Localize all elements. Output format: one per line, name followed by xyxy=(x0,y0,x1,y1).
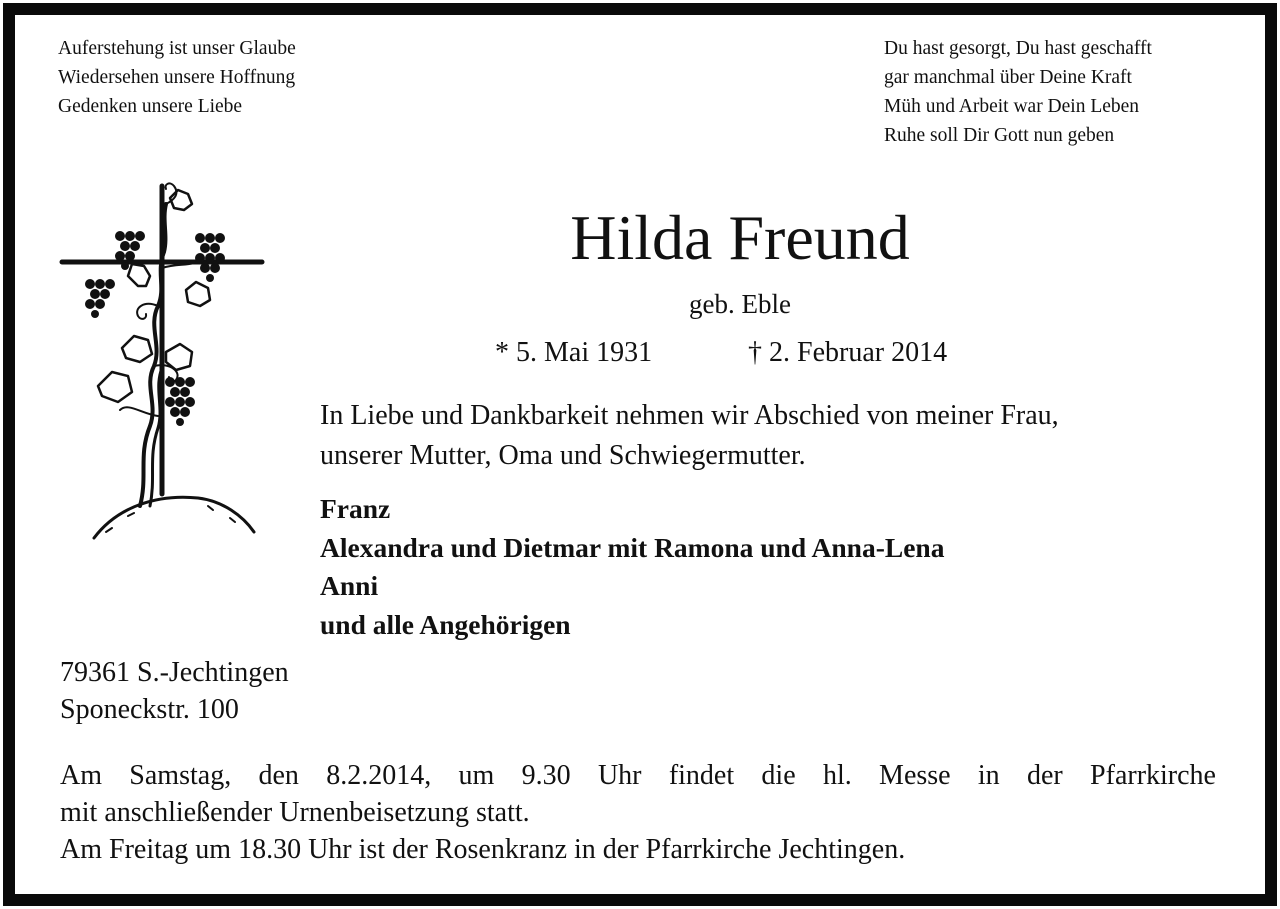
message-line: unserer Mutter, Oma und Schwiegermutter. xyxy=(320,440,806,471)
verse-left-line: Auferstehung ist unser Glaube xyxy=(58,38,296,59)
verse-left-line: Wiedersehen unsere Hoffnung xyxy=(58,67,296,88)
verse-right-line: Müh und Arbeit war Dein Leben xyxy=(884,96,1140,117)
mourner-name: Anni xyxy=(320,570,379,601)
address-line: 79361 S.-Jechtingen xyxy=(60,657,289,688)
verse-right-line: Ruhe soll Dir Gott nun geben xyxy=(884,125,1115,146)
service-line: Am Freitag um 18.30 Uhr ist der Rosenkranz in der Pfarrkirche Jechtingen. xyxy=(60,834,906,865)
service-info xyxy=(60,757,1216,868)
mourner-name: und alle Angehörigen xyxy=(320,608,571,640)
verse-right-line: Du hast gesorgt, Du hast geschafft xyxy=(884,38,1152,59)
service-line: mit anschließender Urnenbeisetzung statt. xyxy=(60,797,530,828)
mourner-name: Alexandra und Dietmar mit Ramona und Anna-Lena xyxy=(320,531,945,563)
death-date: † 2. Februar 2014 xyxy=(748,337,948,368)
farewell-message xyxy=(320,396,1059,476)
verse-left xyxy=(58,34,296,121)
verse-right-line: gar manchmal über Deine Kraft xyxy=(884,67,1132,88)
verse-left-line: Gedenken unsere Liebe xyxy=(58,96,243,117)
message-line: In Liebe und Dankbarkeit nehmen wir Abschied von meiner Frau, xyxy=(320,400,1059,431)
service-line: Am Samstag, den 8.2.2014, um 9.30 Uhr findet die hl. Messe in der Pfarrkirche xyxy=(60,760,1216,791)
birth-date: * 5. Mai 1931 xyxy=(495,337,653,368)
verse-right xyxy=(884,34,1152,150)
address-block xyxy=(60,654,289,728)
address-line: Sponeckstr. 100 xyxy=(60,694,239,725)
mourners-list xyxy=(320,490,944,644)
mourner-name: Franz xyxy=(320,493,391,524)
cross-with-grapevine-icon xyxy=(58,176,268,546)
deceased-name: Hilda Freund xyxy=(570,202,910,273)
maiden-name: geb. Eble xyxy=(689,289,791,319)
